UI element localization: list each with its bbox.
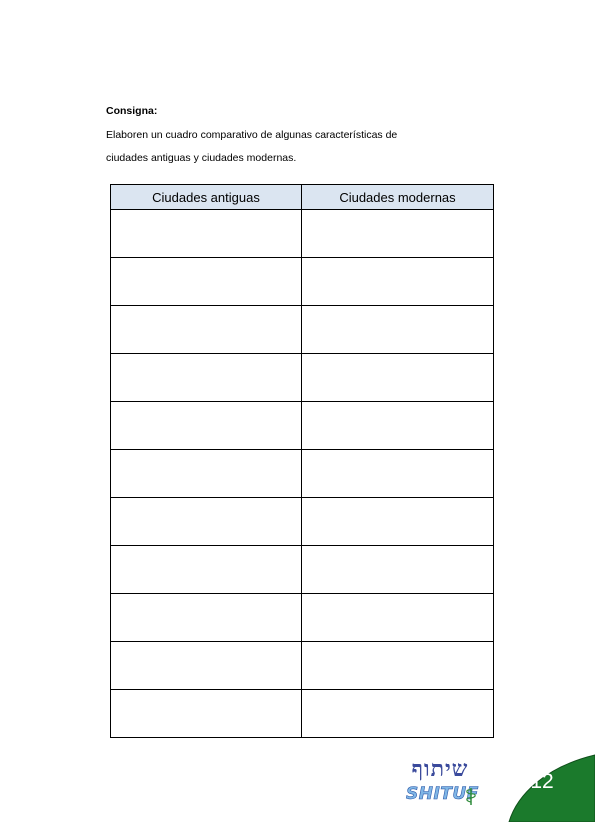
shituf-logo	[400, 756, 480, 812]
cell-ancient-city[interactable]	[111, 402, 302, 450]
table-row	[111, 642, 494, 690]
cell-modern-city[interactable]	[302, 450, 494, 498]
page-number: 12	[530, 770, 554, 793]
cell-modern-city[interactable]	[302, 354, 494, 402]
cell-ancient-city[interactable]	[111, 306, 302, 354]
header-ancient-cities: Ciudades antiguas	[111, 185, 302, 210]
leaf-icon	[464, 784, 478, 806]
table-body	[111, 210, 494, 738]
cell-ancient-city[interactable]	[111, 450, 302, 498]
cell-ancient-city[interactable]	[111, 354, 302, 402]
cell-modern-city[interactable]	[302, 306, 494, 354]
comparison-table	[110, 184, 494, 738]
instructions-title: Consigna:	[106, 105, 158, 117]
instructions-line-2: ciudades antiguas y ciudades modernas.	[106, 152, 297, 164]
cell-modern-city[interactable]	[302, 594, 494, 642]
table-row	[111, 354, 494, 402]
logo-latin-text: SHITUF	[406, 784, 479, 804]
cell-ancient-city[interactable]	[111, 258, 302, 306]
table-row	[111, 546, 494, 594]
cell-modern-city[interactable]	[302, 546, 494, 594]
cell-modern-city[interactable]	[302, 690, 494, 738]
cell-ancient-city[interactable]	[111, 210, 302, 258]
cell-modern-city[interactable]	[302, 498, 494, 546]
instructions	[106, 100, 526, 171]
table-row	[111, 498, 494, 546]
cell-modern-city[interactable]	[302, 258, 494, 306]
table-row	[111, 594, 494, 642]
table-row	[111, 450, 494, 498]
cell-ancient-city[interactable]	[111, 594, 302, 642]
instructions-line-1: Elaboren un cuadro comparativo de algunas características de	[106, 128, 398, 141]
cell-ancient-city[interactable]	[111, 642, 302, 690]
cell-modern-city[interactable]	[302, 402, 494, 450]
table-header-row	[111, 185, 494, 210]
table-row	[111, 306, 494, 354]
header-modern-cities: Ciudades modernas	[302, 185, 494, 210]
cell-ancient-city[interactable]	[111, 546, 302, 594]
table-row	[111, 402, 494, 450]
table-row	[111, 258, 494, 306]
cell-ancient-city[interactable]	[111, 690, 302, 738]
cell-modern-city[interactable]	[302, 642, 494, 690]
table-row	[111, 690, 494, 738]
logo-hebrew-text: שיתוף	[411, 756, 469, 782]
cell-modern-city[interactable]	[302, 210, 494, 258]
cell-ancient-city[interactable]	[111, 498, 302, 546]
table-row	[111, 210, 494, 258]
